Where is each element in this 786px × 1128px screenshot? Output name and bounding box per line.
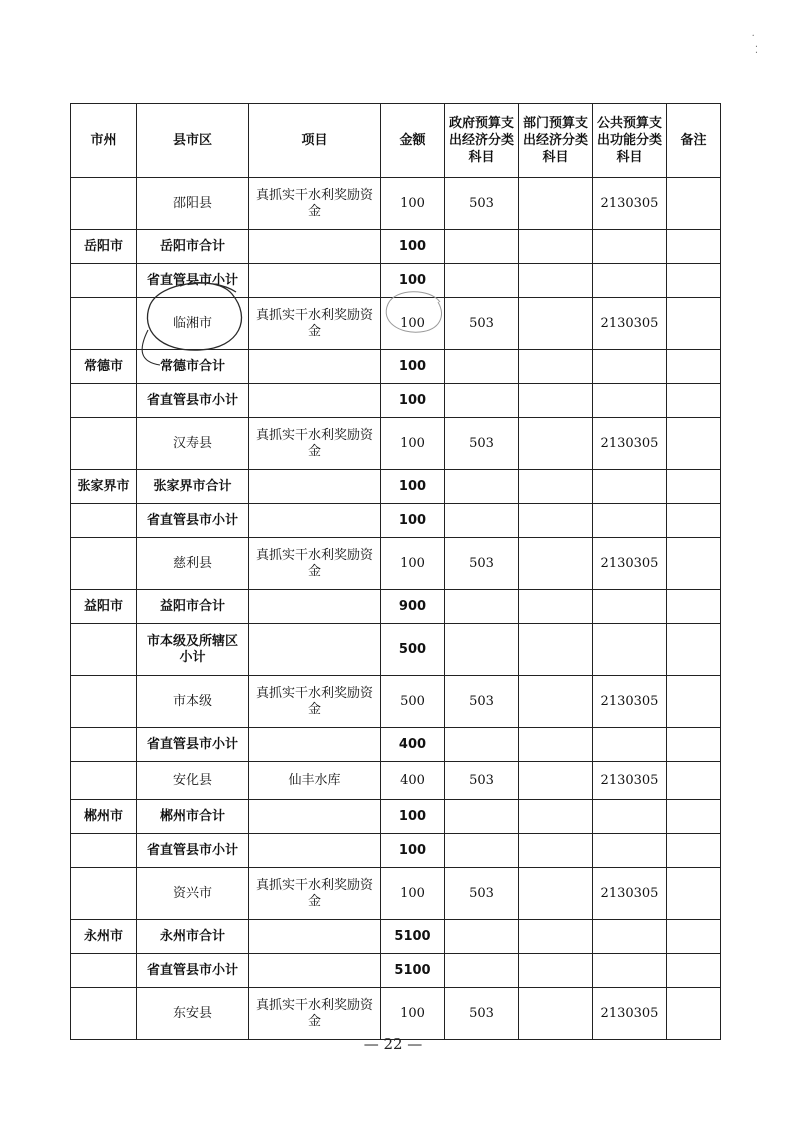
- cell-gov: 503: [445, 868, 519, 920]
- cell-note: [667, 868, 721, 920]
- cell-amount: 100: [381, 504, 445, 538]
- cell-county: 张家界市合计: [137, 470, 249, 504]
- table-row: [71, 868, 721, 920]
- cell-dept: [519, 624, 593, 676]
- cell-func: [593, 350, 667, 384]
- cell-county: 资兴市: [137, 868, 249, 920]
- cell-dept: [519, 538, 593, 590]
- cell-project: 真抓实干水利奖励资金: [249, 418, 381, 470]
- cell-func: 2130305: [593, 988, 667, 1040]
- cell-city: [71, 676, 137, 728]
- cell-county: 邵阳县: [137, 178, 249, 230]
- cell-gov: [445, 264, 519, 298]
- cell-gov: 503: [445, 762, 519, 800]
- cell-city: [71, 728, 137, 762]
- cell-city: [71, 834, 137, 868]
- cell-amount: 5100: [381, 954, 445, 988]
- cell-county: 市本级及所辖区小计: [137, 624, 249, 676]
- cell-func: [593, 920, 667, 954]
- cell-project: 真抓实干水利奖励资金: [249, 178, 381, 230]
- scan-specks: · ⁚: [751, 31, 758, 56]
- header-func-class: 公共预算支出功能分类科目: [593, 104, 667, 178]
- table-row: [71, 350, 721, 384]
- table-row: [71, 800, 721, 834]
- table-row: [71, 230, 721, 264]
- cell-gov: [445, 384, 519, 418]
- cell-dept: [519, 504, 593, 538]
- cell-note: [667, 470, 721, 504]
- cell-note: [667, 834, 721, 868]
- table-row: [71, 920, 721, 954]
- cell-dept: [519, 230, 593, 264]
- cell-project: 真抓实干水利奖励资金: [249, 676, 381, 728]
- cell-project: [249, 230, 381, 264]
- table-row: [71, 624, 721, 676]
- cell-city: [71, 418, 137, 470]
- cell-city: 永州市: [71, 920, 137, 954]
- cell-county: 永州市合计: [137, 920, 249, 954]
- cell-city: [71, 954, 137, 988]
- cell-project: [249, 728, 381, 762]
- cell-county: 安化县: [137, 762, 249, 800]
- cell-project: [249, 504, 381, 538]
- cell-gov: 503: [445, 538, 519, 590]
- cell-amount: 100: [381, 230, 445, 264]
- cell-amount: 100: [381, 418, 445, 470]
- cell-city: [71, 762, 137, 800]
- cell-note: [667, 676, 721, 728]
- cell-amount: 100: [381, 384, 445, 418]
- cell-note: [667, 920, 721, 954]
- cell-city: [71, 264, 137, 298]
- cell-amount: 100: [381, 834, 445, 868]
- cell-project: [249, 834, 381, 868]
- cell-city: 张家界市: [71, 470, 137, 504]
- cell-gov: 503: [445, 988, 519, 1040]
- cell-amount: 100: [381, 298, 445, 350]
- cell-project: [249, 624, 381, 676]
- cell-func: [593, 470, 667, 504]
- cell-note: [667, 590, 721, 624]
- cell-func: [593, 590, 667, 624]
- cell-gov: [445, 350, 519, 384]
- table-row: [71, 954, 721, 988]
- cell-dept: [519, 676, 593, 728]
- cell-note: [667, 954, 721, 988]
- cell-func: 2130305: [593, 868, 667, 920]
- cell-note: [667, 264, 721, 298]
- table-row: [71, 504, 721, 538]
- cell-county: 市本级: [137, 676, 249, 728]
- table-row: [71, 988, 721, 1040]
- cell-amount: 100: [381, 264, 445, 298]
- header-county: 县市区: [137, 104, 249, 178]
- cell-amount: 100: [381, 538, 445, 590]
- cell-project: 真抓实干水利奖励资金: [249, 868, 381, 920]
- cell-project: [249, 800, 381, 834]
- header-dept-econ-class: 部门预算支出经济分类科目: [519, 104, 593, 178]
- cell-project: 仙丰水库: [249, 762, 381, 800]
- cell-city: 益阳市: [71, 590, 137, 624]
- cell-dept: [519, 762, 593, 800]
- cell-gov: [445, 470, 519, 504]
- cell-city: [71, 298, 137, 350]
- cell-city: [71, 538, 137, 590]
- cell-note: [667, 384, 721, 418]
- cell-amount: 100: [381, 988, 445, 1040]
- table-row: [71, 298, 721, 350]
- cell-amount: 900: [381, 590, 445, 624]
- cell-project: [249, 590, 381, 624]
- cell-county: 岳阳市合计: [137, 230, 249, 264]
- header-gov-econ-class: 政府预算支出经济分类科目: [445, 104, 519, 178]
- cell-dept: [519, 590, 593, 624]
- cell-dept: [519, 384, 593, 418]
- cell-func: [593, 834, 667, 868]
- cell-county: 汉寿县: [137, 418, 249, 470]
- cell-note: [667, 418, 721, 470]
- cell-note: [667, 350, 721, 384]
- cell-note: [667, 504, 721, 538]
- cell-amount: 100: [381, 470, 445, 504]
- cell-city: 常德市: [71, 350, 137, 384]
- cell-func: 2130305: [593, 418, 667, 470]
- cell-func: [593, 230, 667, 264]
- table-row: [71, 418, 721, 470]
- cell-dept: [519, 800, 593, 834]
- cell-city: 岳阳市: [71, 230, 137, 264]
- cell-county: 益阳市合计: [137, 590, 249, 624]
- cell-func: 2130305: [593, 538, 667, 590]
- cell-city: [71, 384, 137, 418]
- cell-county: 东安县: [137, 988, 249, 1040]
- cell-gov: [445, 920, 519, 954]
- table-header-row: [71, 104, 721, 178]
- cell-gov: [445, 504, 519, 538]
- table-row: [71, 178, 721, 230]
- cell-city: [71, 178, 137, 230]
- table-row: [71, 470, 721, 504]
- cell-func: [593, 504, 667, 538]
- table-row: [71, 264, 721, 298]
- cell-city: 郴州市: [71, 800, 137, 834]
- cell-project: [249, 350, 381, 384]
- cell-amount: 100: [381, 800, 445, 834]
- cell-city: [71, 988, 137, 1040]
- table-row: [71, 834, 721, 868]
- cell-gov: 503: [445, 178, 519, 230]
- cell-func: 2130305: [593, 298, 667, 350]
- cell-amount: 100: [381, 868, 445, 920]
- table-row: [71, 762, 721, 800]
- cell-city: [71, 868, 137, 920]
- cell-dept: [519, 264, 593, 298]
- cell-city: [71, 504, 137, 538]
- cell-county: 慈利县: [137, 538, 249, 590]
- cell-county: 常德市合计: [137, 350, 249, 384]
- cell-dept: [519, 868, 593, 920]
- cell-amount: 500: [381, 624, 445, 676]
- header-city: 市州: [71, 104, 137, 178]
- cell-project: [249, 954, 381, 988]
- cell-dept: [519, 728, 593, 762]
- cell-county: 省直管县市小计: [137, 954, 249, 988]
- cell-county: 省直管县市小计: [137, 504, 249, 538]
- table-row: [71, 384, 721, 418]
- cell-dept: [519, 418, 593, 470]
- table-body: [71, 178, 721, 1040]
- cell-amount: 400: [381, 728, 445, 762]
- cell-note: [667, 800, 721, 834]
- cell-gov: [445, 800, 519, 834]
- table-row: [71, 728, 721, 762]
- cell-func: [593, 384, 667, 418]
- cell-amount: 5100: [381, 920, 445, 954]
- cell-func: [593, 264, 667, 298]
- cell-note: [667, 728, 721, 762]
- cell-amount: 100: [381, 350, 445, 384]
- cell-func: [593, 954, 667, 988]
- cell-func: 2130305: [593, 762, 667, 800]
- header-note: 备注: [667, 104, 721, 178]
- page-number: — 22 —: [363, 1035, 423, 1053]
- cell-project: 真抓实干水利奖励资金: [249, 538, 381, 590]
- cell-note: [667, 538, 721, 590]
- cell-note: [667, 178, 721, 230]
- header-amount: 金额: [381, 104, 445, 178]
- cell-county: 省直管县市小计: [137, 264, 249, 298]
- cell-project: 真抓实干水利奖励资金: [249, 298, 381, 350]
- cell-gov: [445, 728, 519, 762]
- cell-gov: [445, 624, 519, 676]
- cell-dept: [519, 178, 593, 230]
- cell-note: [667, 988, 721, 1040]
- cell-func: 2130305: [593, 676, 667, 728]
- cell-county: 临湘市: [137, 298, 249, 350]
- cell-project: [249, 264, 381, 298]
- cell-func: [593, 624, 667, 676]
- cell-county: 省直管县市小计: [137, 384, 249, 418]
- table-row: [71, 676, 721, 728]
- cell-gov: 503: [445, 418, 519, 470]
- cell-county: 郴州市合计: [137, 800, 249, 834]
- cell-gov: 503: [445, 298, 519, 350]
- cell-dept: [519, 298, 593, 350]
- cell-note: [667, 230, 721, 264]
- cell-func: 2130305: [593, 178, 667, 230]
- cell-amount: 100: [381, 178, 445, 230]
- cell-county: 省直管县市小计: [137, 834, 249, 868]
- cell-gov: [445, 230, 519, 264]
- cell-note: [667, 298, 721, 350]
- cell-dept: [519, 470, 593, 504]
- cell-project: [249, 920, 381, 954]
- cell-dept: [519, 350, 593, 384]
- cell-note: [667, 624, 721, 676]
- cell-note: [667, 762, 721, 800]
- header-project: 项目: [249, 104, 381, 178]
- cell-project: [249, 384, 381, 418]
- table-row: [71, 538, 721, 590]
- cell-dept: [519, 954, 593, 988]
- table-row: [71, 590, 721, 624]
- cell-project: 真抓实干水利奖励资金: [249, 988, 381, 1040]
- cell-gov: 503: [445, 676, 519, 728]
- cell-gov: [445, 954, 519, 988]
- cell-county: 省直管县市小计: [137, 728, 249, 762]
- budget-table: [70, 103, 721, 1040]
- cell-func: [593, 800, 667, 834]
- cell-amount: 400: [381, 762, 445, 800]
- cell-dept: [519, 920, 593, 954]
- cell-city: [71, 624, 137, 676]
- cell-dept: [519, 988, 593, 1040]
- cell-gov: [445, 590, 519, 624]
- cell-dept: [519, 834, 593, 868]
- cell-func: [593, 728, 667, 762]
- cell-project: [249, 470, 381, 504]
- cell-gov: [445, 834, 519, 868]
- cell-amount: 500: [381, 676, 445, 728]
